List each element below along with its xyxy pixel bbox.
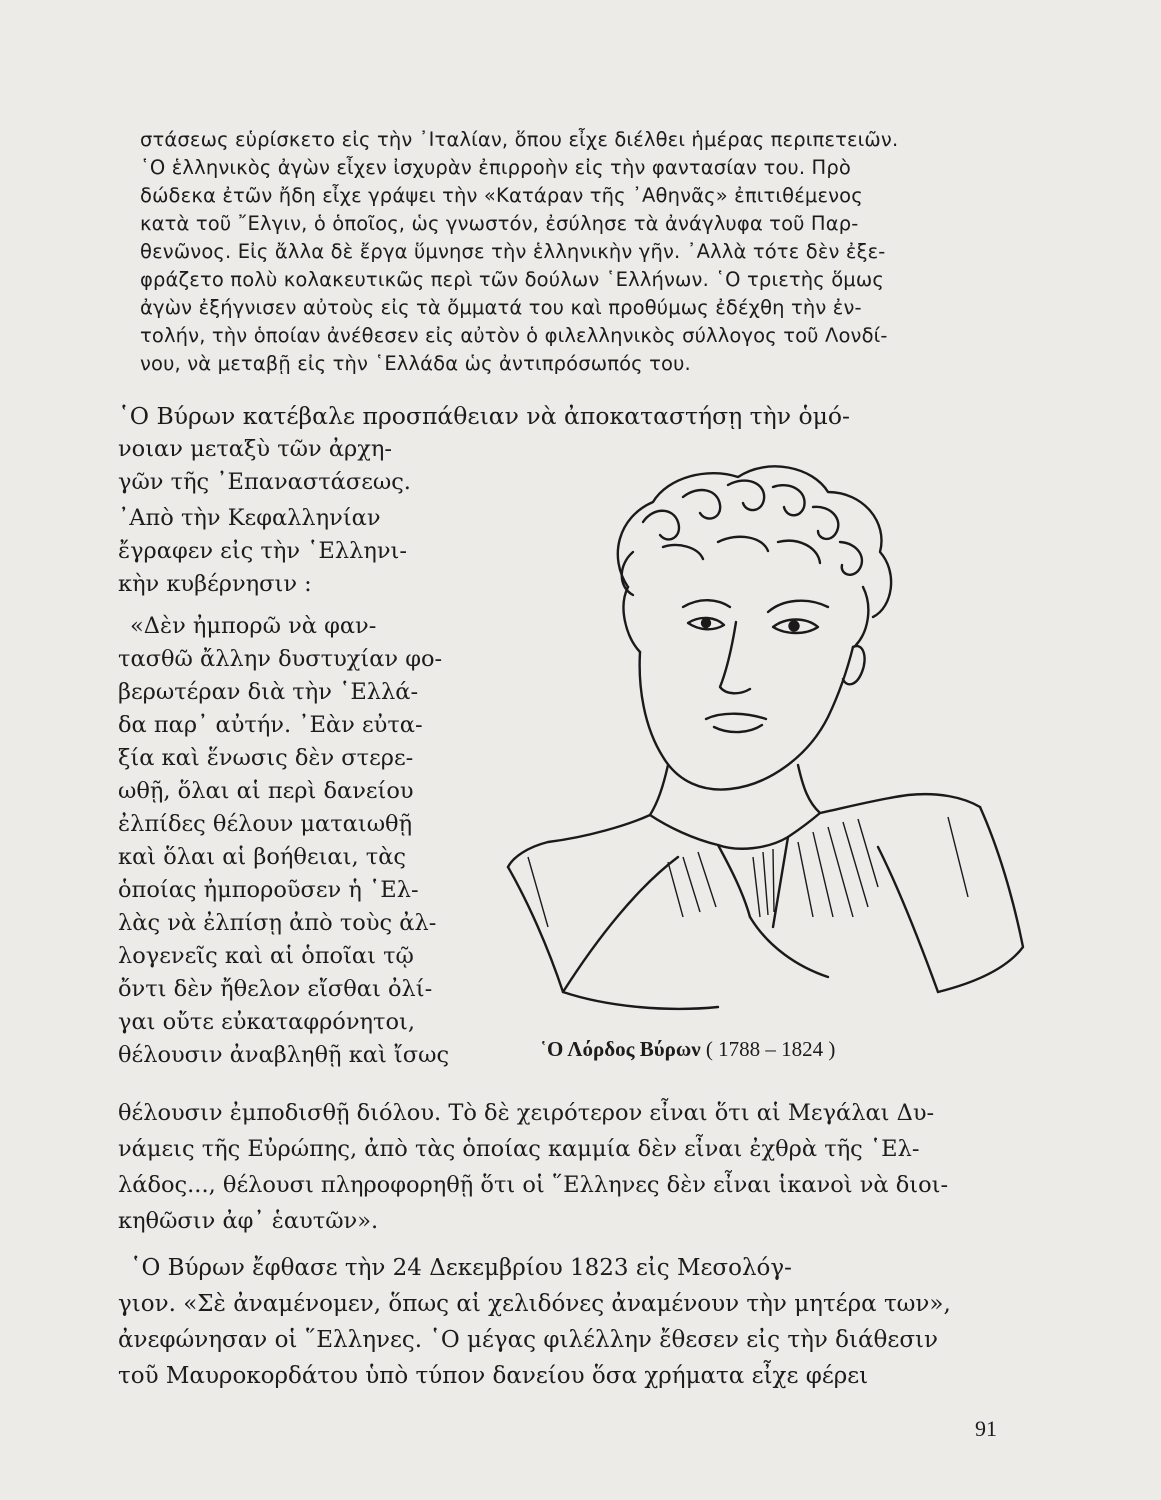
text-line: κηθῶσιν ἀφ᾽ ἑαυτῶν». (118, 1208, 379, 1234)
text-line: δώδεκα ἐτῶν ἤδη εἶχε γράψει τὴν «Κατάραν τῆς ᾽Αθηνᾶς» ἐπιτιθέμενος (140, 184, 863, 207)
text-line: λογενεῖς καὶ αἱ ὁποῖαι τῷ (118, 943, 414, 969)
text-line: νου, νὰ μεταβῇ εἰς τὴν ῾Ελλάδα ὡς ἀντιπρόσωπός του. (140, 352, 691, 375)
text-line: ἀγὼν ἐξήγνισεν αὐτοὺς εἰς τὰ ὄμματά του καὶ προθύμως ἐδέχθη τὴν ἐν- (140, 296, 862, 319)
text-line: κὴν κυβέρνησιν : (118, 571, 312, 597)
text-line: καὶ ὅλαι αἱ βοήθειαι, τὰς (118, 844, 406, 870)
text-line: τοῦ Μαυροκορδάτου ὑπὸ τύπον δανείου ὅσα χρήματα εἶχε φέρει (118, 1363, 869, 1389)
page-number: 91 (975, 1416, 997, 1441)
text-line: ὄντι δὲν ἤθελον εἴσθαι ὀλί- (118, 976, 433, 1002)
caption-name: ῾Ο Λόρδος Βύρων (540, 1037, 701, 1061)
text-line: λάδος..., θέλουσι πληροφορηθῇ ὅτι οἱ ῞Ελληνες δὲν εἶναι ἱκανοὶ νὰ διοι- (118, 1172, 949, 1198)
text-line: ἀνεφώνησαν οἱ ῞Ελληνες. ῾Ο μέγας φιλέλλην ἔθεσεν εἰς τὴν διάθεσιν (118, 1327, 939, 1353)
text-line: ἔγραφεν εἰς τὴν ῾Ελληνι- (118, 538, 407, 564)
text-line: δα παρ᾽ αὐτήν. ᾽Εὰν εὐτα- (118, 712, 423, 738)
text-line: τολήν, τὴν ὁποίαν ἀνέθεσεν εἰς αὐτὸν ὁ φιλελληνικὸς σύλλογος τοῦ Λονδί- (140, 324, 888, 347)
text-line: θέλουσιν ἐμποδισθῇ διόλου. Τὸ δὲ χειρότερον εἶναι ὅτι αἱ Μεγάλαι Δυ- (118, 1100, 935, 1126)
text-line: στάσεως εὑρίσκετο εἰς τὴν ᾽Ιταλίαν, ὅπου εἶχε διέλθει ἡμέρας περιπετειῶν. (140, 128, 899, 151)
text-line: κατὰ τοῦ ῎Ελγιν, ὁ ὁποῖος, ὡς γνωστόν, ἐσύλησε τὰ ἀνάγλυφα τοῦ Παρ- (140, 212, 859, 235)
main-paragraph-first-line: ῾Ο Βύρων κατέβαλε προσπάθειαν νὰ ἀποκαταστήσῃ τὴν ὁμό- (118, 402, 850, 430)
text-line: θέλουσιν ἀναβληθῇ καὶ ἴσως (118, 1042, 450, 1068)
text-line: φράζετο πολὺ κολακευτικῶς περὶ τῶν δούλων ῾Ελλήνων. ῾Ο τριετὴς ὅμως (140, 268, 884, 291)
text-line: ῾Ο ἑλληνικὸς ἀγὼν εἶχεν ἰσχυρὰν ἐπιρροὴν εἰς τὴν φαντασίαν του. Πρὸ (140, 156, 851, 179)
text-line: νάμεις τῆς Εὐρώπης, ἀπὸ τὰς ὁποίας καμμία δὲν εἶναι ἐχθρὰ τῆς ῾Ελ- (118, 1136, 920, 1162)
text-line: θενῶνος. Εἰς ἄλλα δὲ ἔργα ὕμνησε τὴν ἑλληνικὴν γῆν. ᾽Αλλὰ τότε δὲν ἐξε- (140, 240, 886, 263)
text-line: ὁποίας ἠμποροῦσεν ἡ ῾Ελ- (118, 877, 419, 903)
text-line: ᾽Απὸ τὴν Κεφαλληνίαν (118, 505, 381, 531)
text-line: ἐλπίδες θέλουν ματαιωθῇ (118, 811, 413, 837)
text-line: γαι οὔτε εὐκαταφρόνητοι, (118, 1009, 415, 1035)
text-line: γιον. «Σὲ ἀναμένομεν, ὅπως αἱ χελιδόνες ἀναμένουν τὴν μητέρα των», (118, 1291, 951, 1317)
text-line: ωθῇ, ὅλαι αἱ περὶ δανείου (118, 778, 414, 804)
text-line: ῾Ο Βύρων ἔφθασε τὴν 24 Δεκεμβρίου 1823 εἰς Μεσολόγ- (130, 1255, 792, 1281)
text-line: λὰς νὰ ἐλπίσῃ ἀπὸ τοὺς ἀλ- (118, 910, 437, 936)
portrait-caption (540, 1037, 835, 1062)
text-line: νοιαν μεταξὺ τῶν ἀρχη- (118, 436, 392, 462)
text-line: βερωτέραν διὰ τὴν ῾Ελλά- (118, 679, 419, 705)
text-line: γῶν τῆς ᾽Επαναστάσεως. (118, 469, 411, 495)
text-line: «Δὲν ἠμπορῶ νὰ φαν- (130, 613, 377, 639)
caption-dates: ( 1788 – 1824 ) (705, 1037, 836, 1061)
text-line: ξία καὶ ἕνωσις δὲν στερε- (118, 745, 414, 771)
lord-byron-portrait (468, 447, 1028, 1017)
text-line: τασθῶ ἄλλην δυστυχίαν φο- (118, 646, 443, 672)
